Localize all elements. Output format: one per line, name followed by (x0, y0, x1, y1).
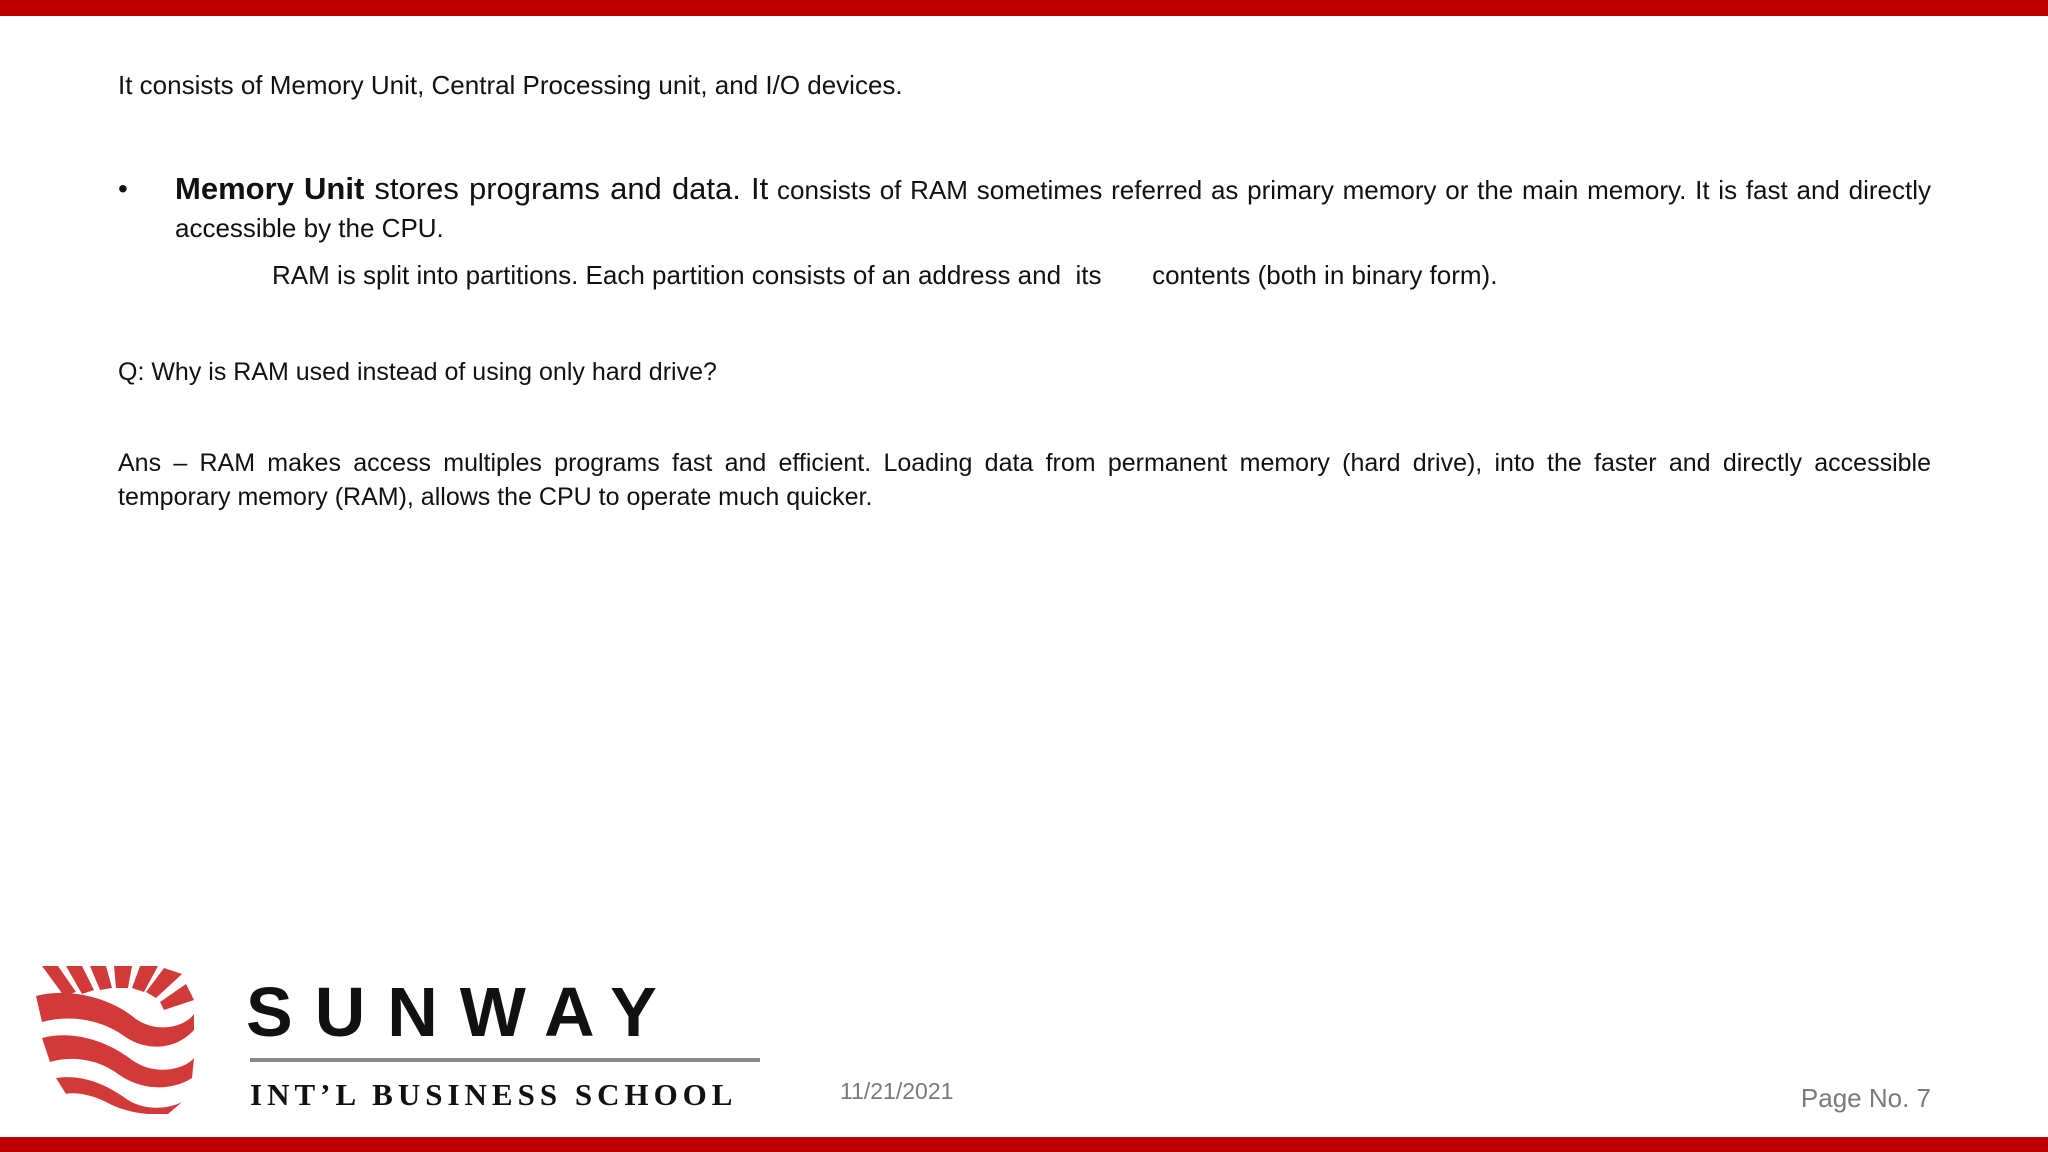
bullet-rest: consists of RAM sometimes referred as primary memory or the main memory. It is fast and directly accessible by the CPU. (175, 175, 1931, 243)
answer-text: Ans – RAM makes access multiples programs fast and efficient. Loading data from permanent memory (hard drive), into the faster and directly accessible temporary memory (RAM), allows the CPU to operate much quicker. (118, 449, 1931, 511)
page-number: Page No. 7 (1800, 1083, 1931, 1113)
bullet-lead: stores programs and data. It (364, 171, 769, 206)
brand-divider (250, 1058, 760, 1062)
brand-name: SUNWAY (246, 973, 679, 1051)
bullet-term: Memory Unit (175, 171, 365, 206)
sunway-logo-icon (36, 966, 196, 1114)
memory-unit-bullet (118, 170, 1931, 247)
bullet-body (175, 170, 1931, 247)
bullet-icon: • (118, 173, 128, 204)
ram-partition-text: RAM is split into partitions. Each partition consists of an address and its contents (both in binary form). (272, 260, 1498, 290)
slide-date: 11/21/2021 (840, 1078, 954, 1104)
brand-subtitle: INT’L BUSINESS SCHOOL (250, 1077, 738, 1112)
top-accent-bar (0, 0, 2048, 16)
intro-text: It consists of Memory Unit, Central Processing unit, and I/O devices. (118, 70, 903, 100)
question-text: Q: Why is RAM used instead of using only hard drive? (118, 358, 717, 386)
bottom-accent-bar (0, 1137, 2048, 1152)
